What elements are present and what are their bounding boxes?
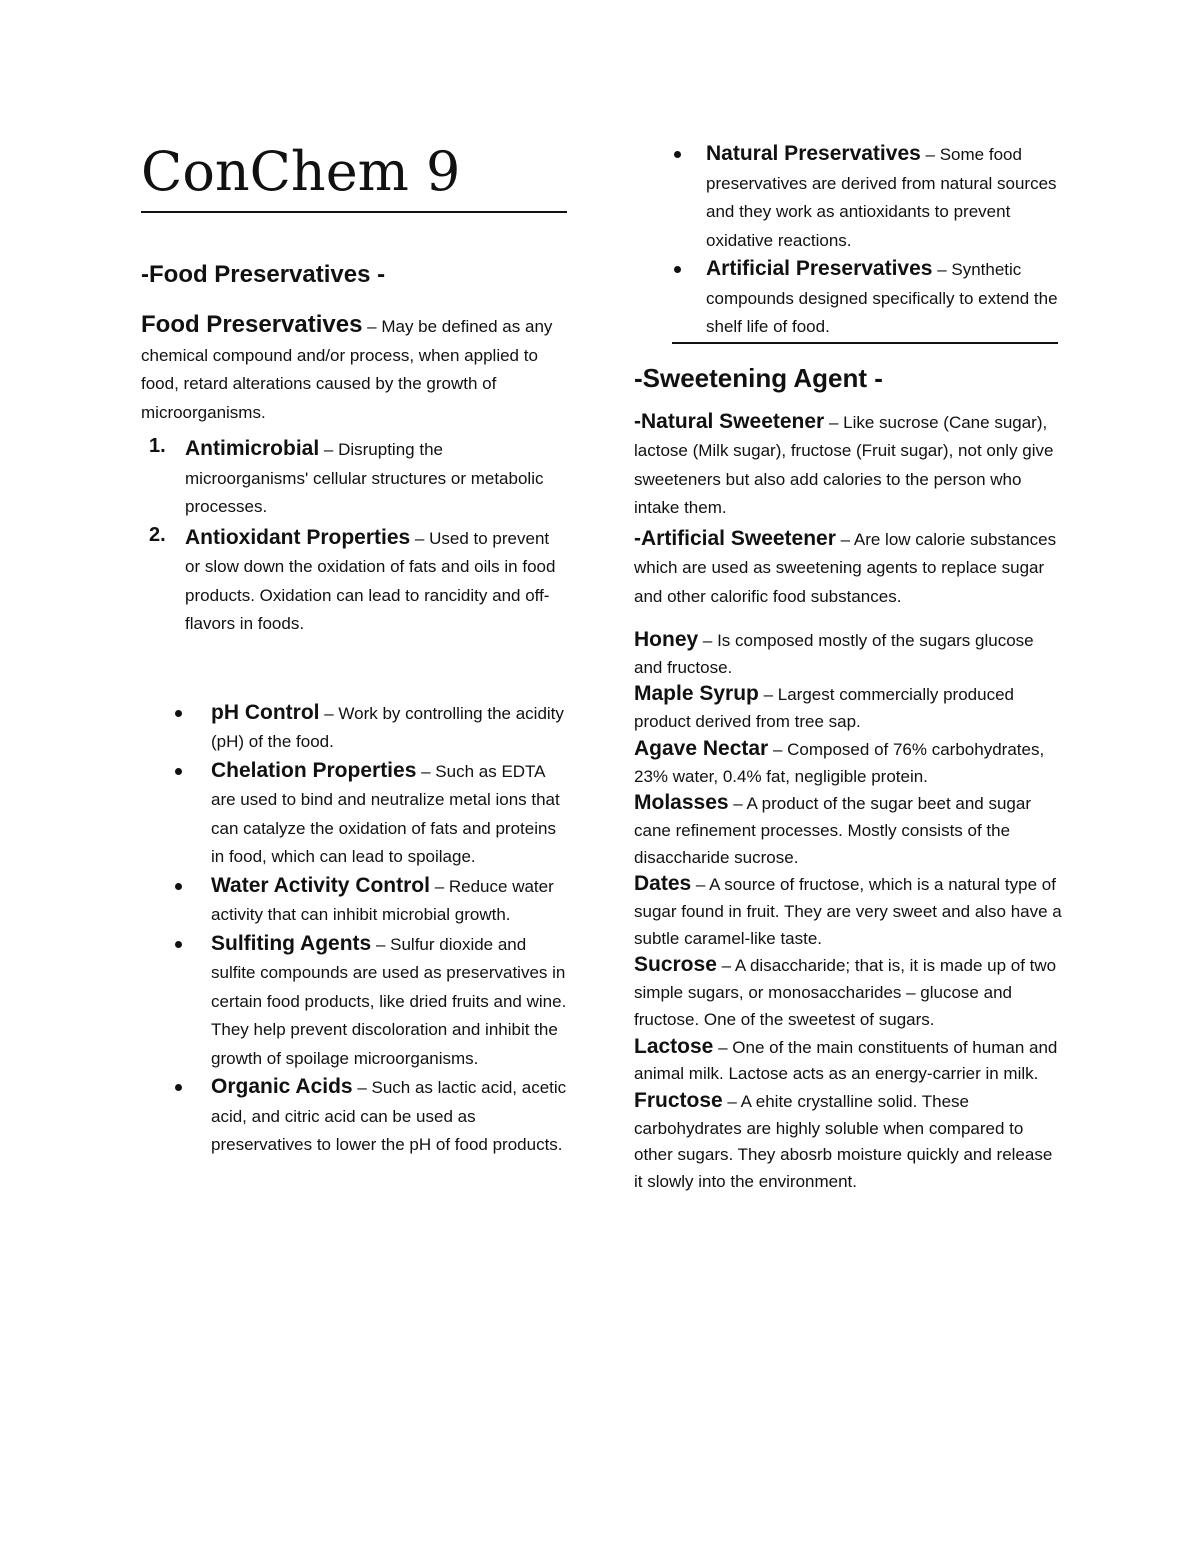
list-item: [141, 872, 567, 930]
item-term: Sulfiting Agents: [211, 931, 372, 955]
item-term: Maple Syrup: [634, 682, 759, 706]
list-item-text: [706, 140, 1064, 255]
item-text: – A product of the sugar beet and sugar cane refinement processes. Mostly consists of the disaccharide sucrose.: [634, 794, 1032, 867]
list-item-text: [185, 524, 567, 639]
list-item-text: [211, 757, 567, 872]
section-divider: [672, 342, 1058, 344]
item-text: – Used to prevent or slow down the oxidation of fats and oils in food products. Oxidation can lead to rancidity and off-flavors in foods.: [185, 528, 556, 633]
bullet-icon: [175, 883, 182, 890]
item-text: – Such as EDTA are used to bind and neutralize metal ions that can catalyze the oxidation of fats and proteins in food, which can lead to spoilage.: [211, 761, 560, 866]
list-item: [634, 681, 1064, 735]
preservative-functions-list: [141, 435, 567, 639]
title-underline: [141, 211, 567, 213]
item-text: – A ehite crystalline solid. These carbohydrates are highly soluble when compared to other sugars. They abosrb moisture quickly and release it slowly into the environment.: [634, 1091, 1053, 1192]
item-text: – Sulfur dioxide and sulfite compounds are used as preservatives in certain food products, like dried fruits and wine. They help prevent discoloration and inhibit the growth of spoilage microorganisms.: [211, 934, 567, 1068]
list-number: 1.: [149, 435, 166, 457]
bullet-icon: [175, 941, 182, 948]
section-heading-sweetening-agent: -Sweetening Agent -: [634, 362, 883, 393]
item-term: Molasses: [634, 791, 729, 815]
item-text: – Such as lactic acid, acetic acid, and citric acid can be used as preservatives to lower the pH of food products.: [211, 1078, 567, 1154]
item-term: Sucrose: [634, 953, 717, 977]
list-item: [634, 140, 1064, 255]
item-term: Organic Acids: [211, 1075, 353, 1098]
item-term: Dates: [634, 872, 692, 896]
list-item: [634, 627, 1064, 681]
item-text: – One of the main constituents of human and animal milk. Lactose acts as an energy-carrier in milk.: [634, 1037, 1058, 1084]
bullet-icon: [175, 710, 182, 717]
list-item-text: [211, 872, 567, 930]
natural-sweetener-term: -Natural Sweetener: [634, 409, 825, 433]
sweetener-reference-list: [634, 627, 1064, 1196]
bullet-icon: [175, 768, 182, 775]
list-item: [141, 757, 567, 872]
left-column: [141, 135, 567, 1160]
item-text: – Is composed mostly of the sugars glucose and fructose.: [634, 631, 1034, 677]
bullet-icon: [175, 1084, 182, 1091]
definition-term: Food Preservatives: [141, 311, 363, 338]
item-text: – Work by controlling the acidity (pH) of the food.: [211, 703, 564, 751]
artificial-sweetener-paragraph: [634, 525, 1064, 612]
natural-sweetener-text: – Like sucrose (Cane sugar), lactose (Milk sugar), fructose (Fruit sugar), not only give sweeteners but also add calories to the person who intake them.: [634, 412, 1054, 517]
item-text: – A source of fructose, which is a natural type of sugar found in fruit. They are very sweet and also have a subtle caramel-like taste.: [634, 875, 1062, 948]
item-text: – Reduce water activity that can inhibit microbial growth.: [211, 876, 554, 924]
food-preservatives-definition: [141, 311, 567, 427]
section-heading-food-preservatives: -Food Preservatives -: [141, 261, 386, 288]
item-term: Antimicrobial: [185, 437, 320, 460]
list-item: [634, 736, 1064, 790]
item-term: Fructose: [634, 1088, 723, 1112]
list-item: [634, 952, 1064, 1033]
item-text: – Disrupting the microorganisms' cellular structures or metabolic processes.: [185, 440, 544, 516]
item-term: Antioxidant Properties: [185, 525, 411, 549]
list-item-text: [211, 699, 567, 757]
item-term: Chelation Properties: [211, 758, 417, 782]
list-item-text: [706, 255, 1064, 342]
list-item: [634, 871, 1064, 952]
bullet-icon: [674, 266, 681, 273]
list-item-text: [211, 930, 567, 1074]
item-text: – Synthetic compounds designed specifically to extend the shelf life of food.: [706, 260, 1058, 336]
list-item: [634, 1088, 1064, 1196]
item-term: Natural Preservatives: [706, 142, 921, 165]
item-term: pH Control: [211, 700, 320, 724]
right-column: [634, 140, 1064, 1196]
item-text: – A disaccharide; that is, it is made up of two simple sugars, or monosaccharides – glucose and fructose. One of the sweetest of sugars.: [634, 956, 1057, 1029]
item-text: – Some food preservatives are derived from natural sources and they work as antioxidants to prevent oxidative reactions.: [706, 145, 1057, 250]
document-title: ConChem 9: [141, 140, 461, 203]
list-item: [634, 1034, 1064, 1088]
item-text: – Largest commercially produced product derived from tree sap.: [634, 685, 1014, 732]
artificial-sweetener-text: – Are low calorie substances which are used as sweetening agents to replace sugar and other calorific food substances.: [634, 529, 1057, 606]
item-term: Agave Nectar: [634, 736, 769, 760]
bullet-icon: [674, 151, 681, 158]
artificial-sweetener-term: -Artificial Sweetener: [634, 526, 836, 550]
list-item-text: [211, 1073, 567, 1160]
item-term: Lactose: [634, 1034, 714, 1058]
list-number: 2.: [149, 523, 166, 546]
preservative-types-list: [634, 140, 1064, 342]
list-item: [141, 1073, 567, 1160]
list-item: [634, 790, 1064, 871]
item-term: Honey: [634, 628, 699, 651]
definition-text: – May be defined as any chemical compound and/or process, when applied to food, retard alterations caused by the growth of microorganisms.: [141, 317, 553, 422]
list-item: [634, 255, 1064, 342]
item-text: – Composed of 76% carbohydrates, 23% water, 0.4% fat, negligible protein.: [634, 739, 1045, 786]
natural-sweetener-paragraph: [634, 408, 1064, 523]
item-term: Water Activity Control: [211, 873, 430, 897]
list-item: [141, 930, 567, 1074]
item-term: Artificial Preservatives: [706, 257, 933, 280]
list-item: [141, 435, 567, 522]
list-item: [141, 524, 567, 639]
preservative-methods-list: [141, 699, 567, 1160]
list-item: [141, 699, 567, 757]
list-item-text: [185, 435, 567, 522]
